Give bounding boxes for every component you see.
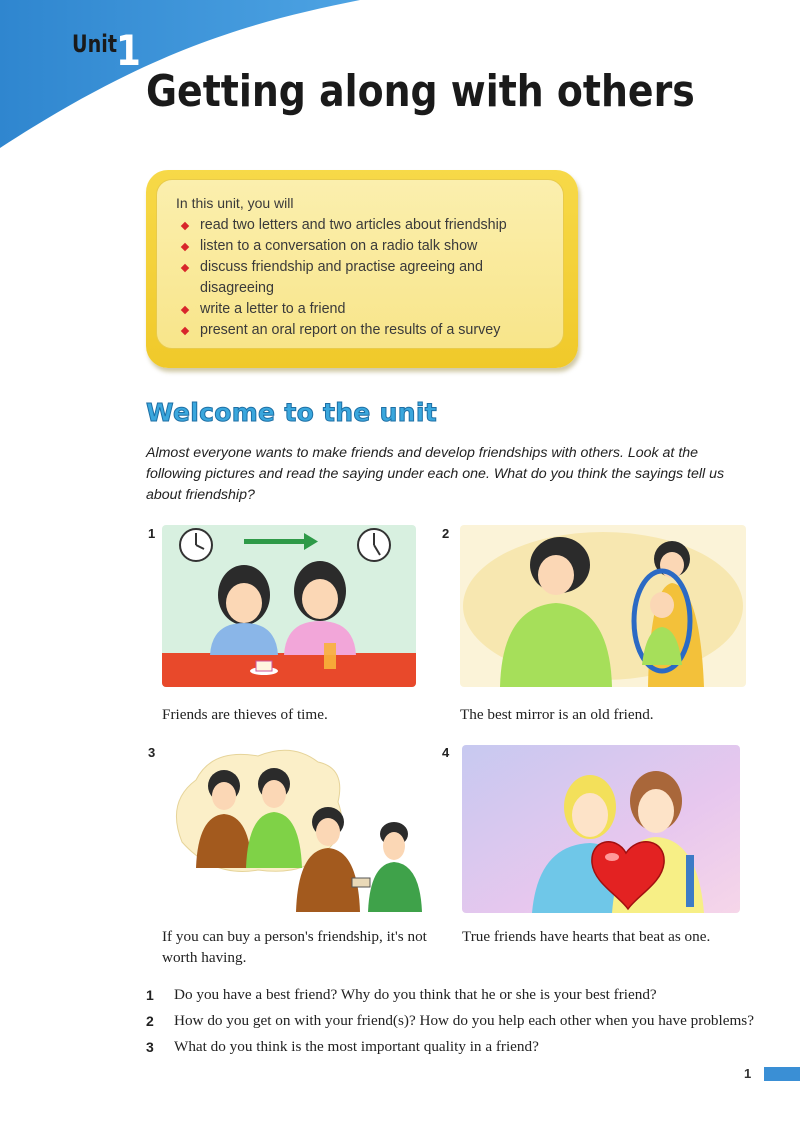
objective-text: write a letter to a friend: [200, 301, 346, 317]
diamond-bullet-icon: [181, 306, 189, 314]
question-number: 1: [146, 987, 154, 1003]
picture-caption: If you can buy a person's friendship, it's not worth having.: [162, 928, 427, 966]
unit-label: Unit: [72, 30, 118, 58]
objectives-list: [176, 215, 556, 341]
unit-number: 1: [116, 26, 141, 75]
picture-number: 4: [442, 745, 450, 760]
diamond-bullet-icon: [181, 264, 189, 272]
picture-friends-mirror: [460, 525, 746, 687]
objective-item: [176, 215, 556, 236]
page-number: 1: [744, 1066, 752, 1081]
question-number: 2: [146, 1013, 154, 1029]
objective-item: [176, 236, 556, 257]
picture-number: 3: [148, 745, 156, 760]
diamond-bullet-icon: [181, 222, 189, 230]
objective-item: [176, 257, 556, 299]
objective-text: listen to a conversation on a radio talk show: [200, 238, 478, 254]
page-number-bar: [764, 1067, 800, 1081]
diamond-bullet-icon: [181, 327, 189, 335]
question-item: [146, 985, 756, 1005]
question-number: 3: [146, 1039, 154, 1055]
picture-number: 2: [442, 526, 450, 541]
objectives-intro: In this unit, you will: [176, 195, 294, 211]
objectives-box: [146, 170, 578, 368]
objective-item: [176, 320, 556, 341]
question-text: How do you get on with your friend(s)? How do you help each other when you have problems?: [174, 1012, 754, 1029]
welcome-intro-text: Almost everyone wants to make friends and develop friendships with others. Look at the following pictures and read the saying under each one. What do you think the sayings tell us about friendship?: [146, 445, 725, 503]
page-title: Getting along with others: [146, 66, 695, 117]
picture-number: 1: [148, 526, 156, 541]
picture-caption: Friends are thieves of time.: [162, 706, 328, 723]
discussion-questions: [146, 985, 756, 1063]
picture-friends-heart: [462, 745, 740, 913]
objective-text: read two letters and two articles about friendship: [200, 217, 507, 233]
section-heading-welcome: Welcome to the unit: [146, 398, 437, 427]
question-item: [146, 1037, 756, 1057]
picture-caption: The best mirror is an old friend.: [460, 706, 654, 723]
question-item: [146, 1011, 756, 1031]
picture-caption: True friends have hearts that beat as one.: [462, 928, 711, 945]
picture-friends-buying: [162, 742, 434, 912]
objective-item: [176, 299, 556, 320]
question-text: What do you think is the most important quality in a friend?: [174, 1038, 539, 1055]
objective-text: discuss friendship and practise agreeing and disagreeing: [200, 259, 483, 296]
objective-text: present an oral report on the results of a survey: [200, 322, 501, 338]
question-text: Do you have a best friend? Why do you think that he or she is your best friend?: [174, 986, 657, 1003]
picture-friends-cafe: [162, 525, 416, 687]
diamond-bullet-icon: [181, 243, 189, 251]
